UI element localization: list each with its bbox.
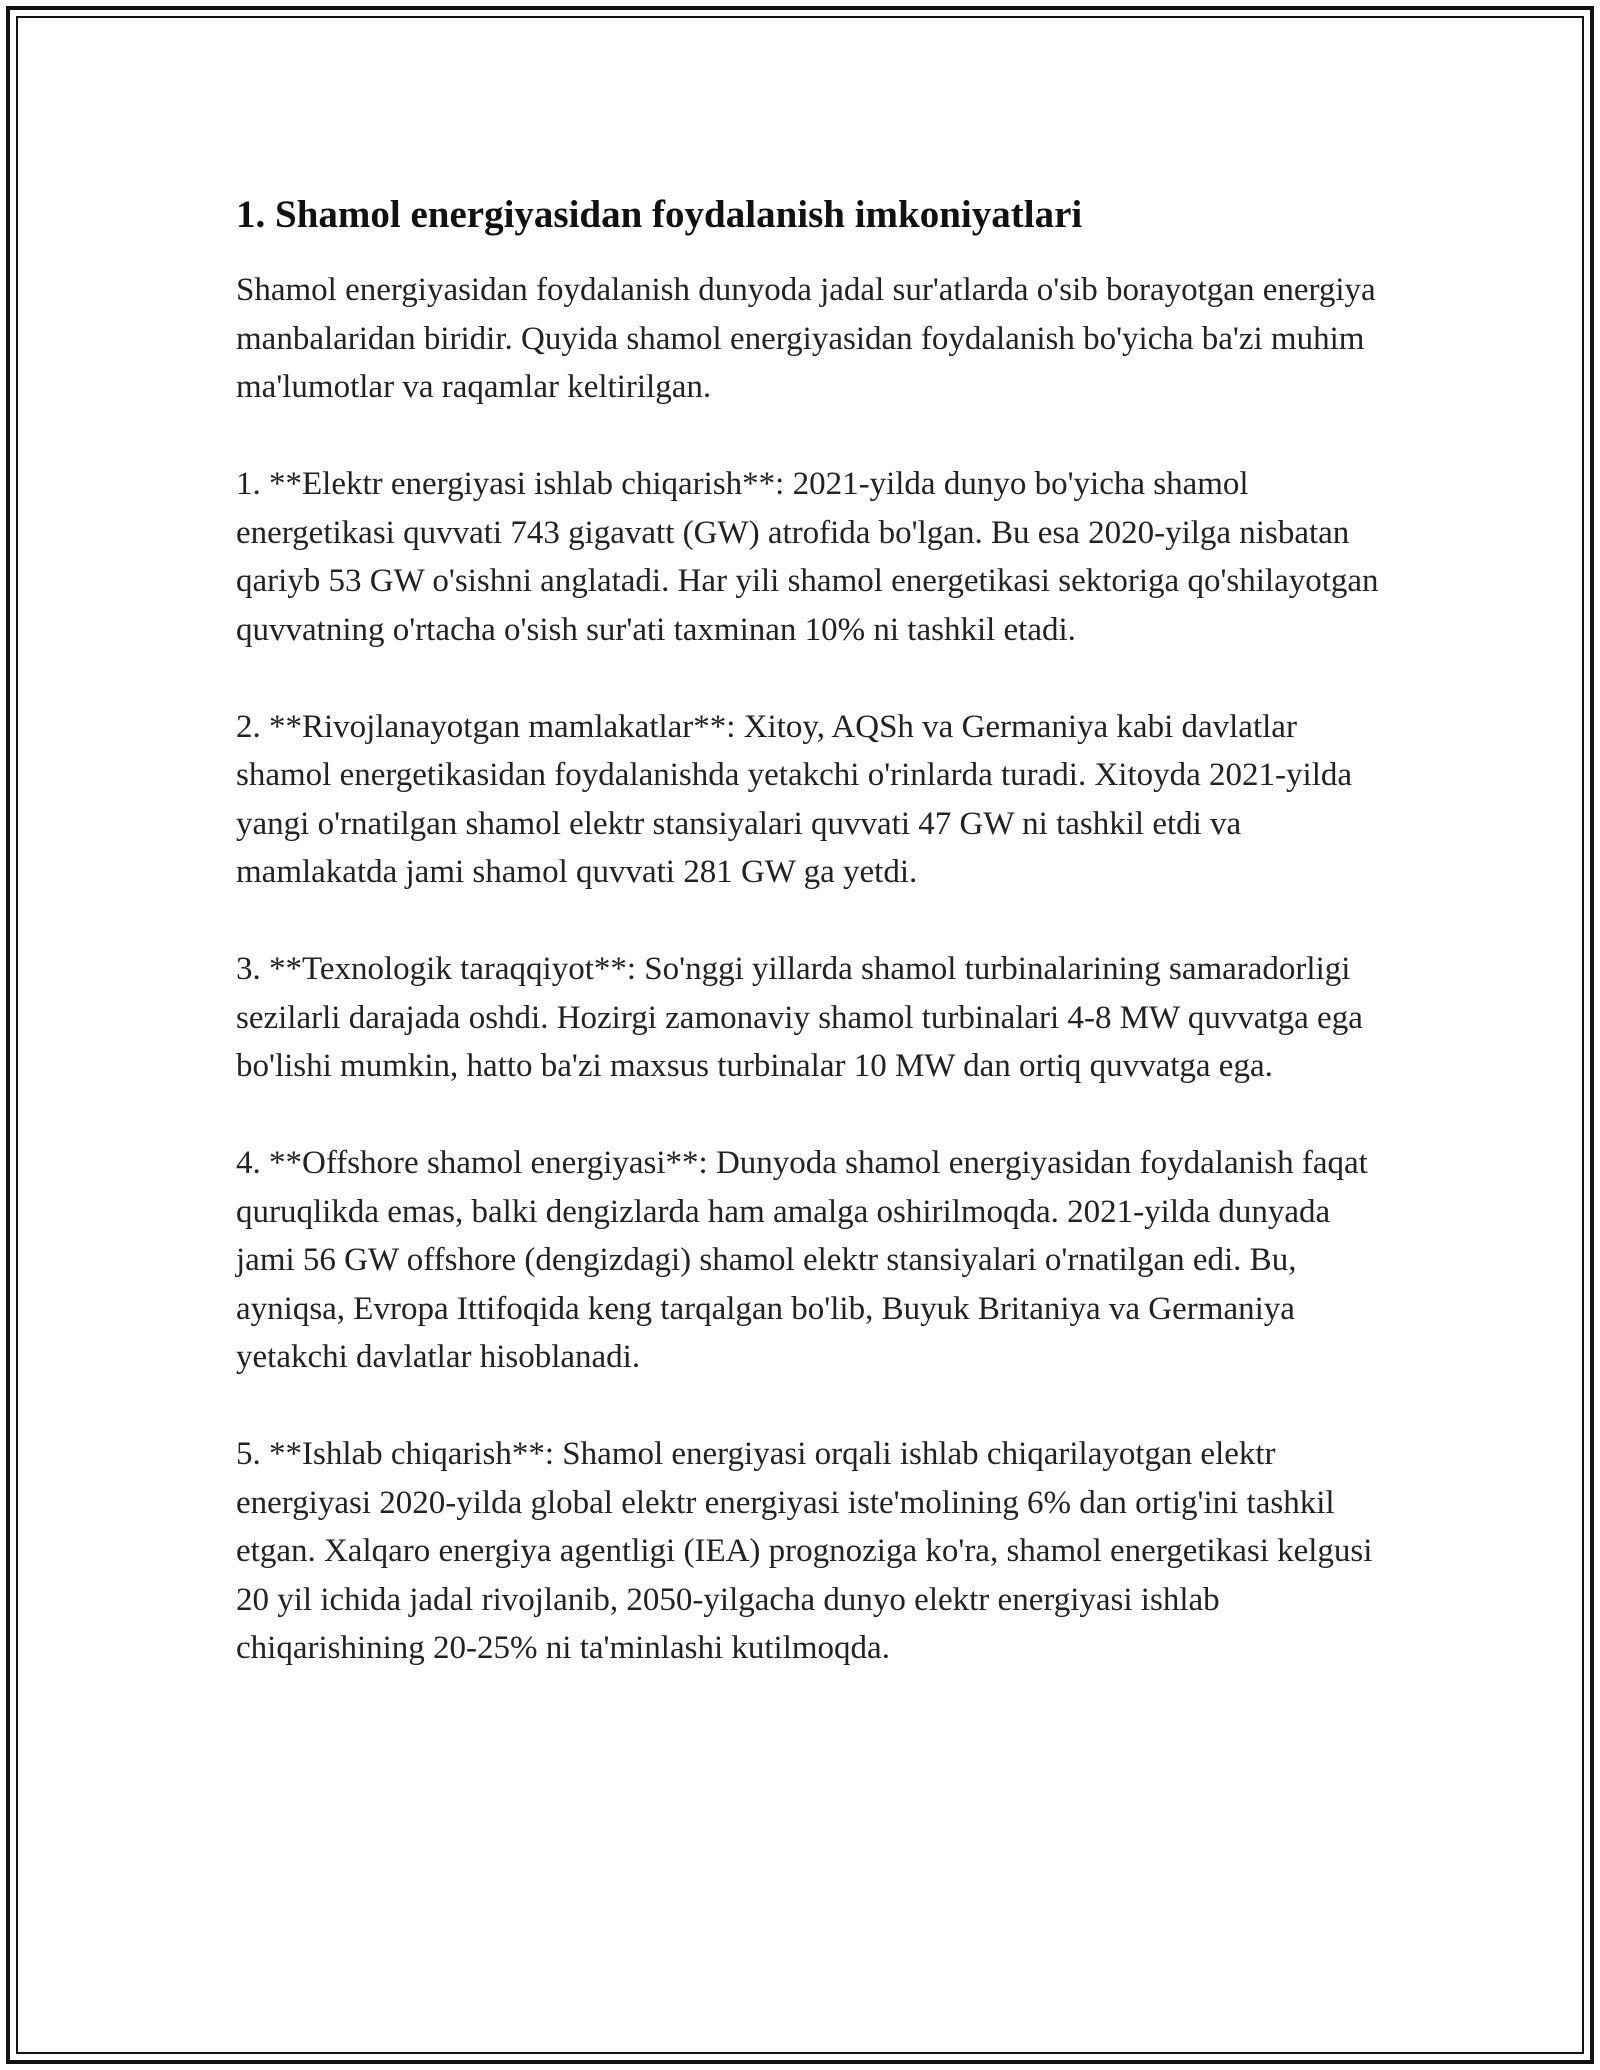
list-item-production: 5. **Ishlab chiqarish**: Shamol energiyasi orqali ishlab chiqarilayotgan elektr energiyasi 2020-yilda global elektr energiyasi iste'molining 6% dan ortig'ini tashkil etgan. Xalqaro energiya agentligi (IEA) prognoziga ko'ra, shamol energetikasi kelgusi 20 yil ichida jadal rivojlanib, 2050-yilgacha dunyo elektr energiyasi ishlab chiqarishining 20-25% ni ta'minlashi kutilmoqda. [236, 1436, 1373, 1666]
intro-paragraph: Shamol energiyasidan foydalanish dunyoda jadal sur'atlarda o'sib borayotgan energiya manbalaridan biridir. Quyida shamol energiyasidan foydalanish bo'yicha ba'zi muhim ma'lumotlar va raqamlar keltirilgan. [236, 272, 1376, 405]
document-body [236, 186, 1396, 1721]
document-title: 1. Shamol energiyasidan foydalanish imkoniyatlari [236, 193, 1083, 236]
list-item-electricity-production: 1. **Elektr energiyasi ishlab chiqarish**: 2021-yilda dunyo bo'yicha shamol energetikasi quvvati 743 gigavatt (GW) atrofida bo'lgan. Bu esa 2020-yilga nisbatan qariyb 53 GW o'sishni anglatadi. Har yili shamol energetikasi sektoriga qo'shilayotgan quvvatning o'rtacha o'sish sur'ati taxminan 10% ni tashkil etadi. [236, 466, 1379, 648]
list-item-developing-countries: 2. **Rivojlanayotgan mamlakatlar**: Xitoy, AQSh va Germaniya kabi davlatlar shamol energetikasidan foydalanishda yetakchi o'rinlarda turadi. Xitoyda 2021-yilda yangi o'rnatilgan shamol elektr stansiyalari quvvati 47 GW ni tashkil etdi va mamlakatda jami shamol quvvati 281 GW ga yetdi. [236, 708, 1353, 890]
list-item-offshore-wind: 4. **Offshore shamol energiyasi**: Dunyoda shamol energiyasidan foydalanish faqat quruqlikda emas, balki dengizlarda ham amalga oshirilmoqda. 2021-yilda dunyada jami 56 GW offshore (dengizdagi) shamol elektr stansiyalari o'rnatilgan edi. Bu, ayniqsa, Evropa Ittifoqida keng tarqalgan bo'lib, Buyuk Britaniya va Germaniya yetakchi davlatlar hisoblanadi. [236, 1145, 1368, 1375]
list-item-technological-progress: 3. **Texnologik taraqqiyot**: So'nggi yillarda shamol turbinalarining samaradorligi sezilarli darajada oshdi. Hozirgi zamonaviy shamol turbinalari 4-8 MW quvvatga ega bo'lishi mumkin, hatto ba'zi maxsus turbinalar 10 MW dan ortiq quvvatga ega. [236, 951, 1363, 1084]
